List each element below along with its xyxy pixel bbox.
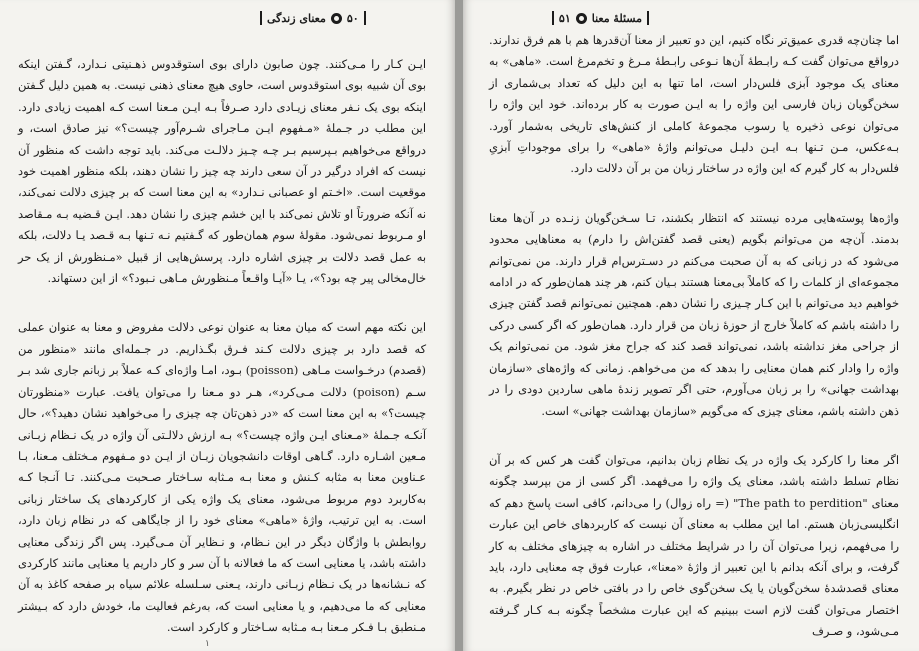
paragraph: اگر معنا را کارکرد یک واژه در یک نظام زبان بدانیم، می‌توان گفت هر کس که بر آن نظام تسلط داشته باشد، معنای یک واژه را می‌فهمد. اگر کسی از من بپرسد چگونه معنای "The path to perdition" (= راه زوال) را می‌دانم، کافی است پاسخ دهم که انگلیسی‌زبان هستم. اما این مطلب به معنای آن نیست که کاربردهای خاص این عبارت را می‌فهمم، زیرا می‌توان آن را در شرایط مختلف در اشاره به چیزهای مختلف به کار گرفت، و برای آنکه بدانم با این تعبیر از واژهٔ «معنا»، عبارت فوق چه معنایی دارد، باید معنای قصدشدهٔ سخن‌گویان یا یک سخن‌گوی خاص را در بافتی خاص در نظر بگیرم. به اختصار می‌توان گفت لازم است ببینیم که این عبارت مشخصاً چگونه بـه کـار گـرفته مـی‌شود، و صـرف <box>489 452 900 639</box>
running-title: معنای زندگی <box>267 11 326 25</box>
head-rule <box>364 11 366 25</box>
head-rule <box>647 11 649 25</box>
paragraph: ایـن کـار را مـی‌کنند. چون صابون دارای بوی استوقدوس ذهـنیتی نـدارد، گـفتن اینکه بوی آن شبیه بوی استوقدوس است، حاوی هیچ معنای ذهنی نیست. به همین دلیل گـفتن اینکه بوی یک نـفر معنای زیـادی دارد صـرفاً بـه ایـن مـعنا است کـه اهمیت زیادی دارد. این مطلب در جـملهٔ «مـفهوم ایـن مـاجرای شـرم‌آور چیست؟» نیز صادق است، و درواقع می‌خواهیم بـپرسیم بـر چـه چـیز دلالـت می‌کند. باید توجه داشت که منظور آن نیست که افراد درگیر در آن سعی دارند چه چیز را نشان دهند، بلکه منظور اهمیت خود موقعیت است. «اخـتم او عصبانی نـدارد» به این معنا است که بر چیزی دلالت نمی‌کند، نه آنکه ضرورتاً او تلاش نمی‌کند با این خشم چیزی را نشان دهد. ایـن قـضیه بـه مـقاصد او مـربوط نمی‌شود. مقولهٔ سوم همان‌طور که گـفتیم نـه تـنها بـه قـصد یـا دلالت، بلکه به عمل قصد دلالت بر چیزی اشاره دارد. پرسش‌هایی از قبیل «مـنظورش از یک حر خال‌مخالی پیر چه بود؟»، یـا «آیـا واقـعاً مـنظورش مـاهی نـبود؟» از این دستهاند. <box>18 57 426 286</box>
head-rule <box>260 11 262 25</box>
page-number: ۵۰ <box>346 11 359 25</box>
paragraph: اما چنان‌چه قدری عمیق‌تر نگاه کنیم، این دو تعبیر از معنا آن‌قدرها هم با هم فرق ندارند. درواقع می‌توان گفت کـه رابـطهٔ آن‌ها نـوعی رابـطهٔ مـرغ و تخم‌مرغ است. «ماهی» به معنای یک موجود آبزی فلس‌دار است، اما تنها به این دلیل که تعداد بی‌شماری از سخن‌گویان زبان فارسی این واژه را به ایـن صورت به کار برده‌اند. خود این واژه را می‌توان نوعی ذخیره یا رسوب مجموعهٔ کاملی از کنش‌های تاریخی به‌شمار آورد. بـه‌عکس، مـن تـنها بـه ایـن دلیـل می‌توانم واژهٔ «ماهی» را برای موجوداتِ آبزیِ فلس‌دار به کار گیرم که این واژه در ساختار زبان من بر آن دلالت دارد. <box>489 33 899 176</box>
page-number: ۵۱ <box>558 11 571 25</box>
ornament-icon <box>576 13 587 24</box>
right-page <box>463 0 919 651</box>
running-title: مسئلهٔ معنا <box>591 11 642 25</box>
footer-mark: ۱ <box>205 639 210 649</box>
ornament-icon <box>331 13 342 24</box>
paragraph: واژه‌ها پوسته‌هایی مرده نیستند که انتظار بکشند، تـا سـخن‌گویان زنـده در آن‌ها معنا بدمند. آن‌چه من می‌توانم بگویم (یعنی قصد گفتن‌اش را دارم) به معناهایی محدود می‌شود که در زبانی که به آن صحبت می‌کنم در دسـترس‌ام قرار دارند. من نمی‌توانم مجموعه‌ای از کلمات را که کاملاً بی‌معنا هستند بـیان کنم، هر چند همان‌طور که در ادامه خواهیم دید می‌توانم با این کـار چـیزی را نشان دهم. همچنین نمی‌توانم قصد گفتن چیزی را داشته باشم که کاملاً خارج از حوزهٔ زبان من قرار دارد. همان‌طور که اگر کسی درکی از جراحی مغز نداشته باشد، نمی‌تواند قصد کند که جراح مغز شود. من نمی‌توانم یک واژه را وادار کنم همان معنایی را بدهد که من می‌خواهم. زمانی که واژه‌های «سازمان بهداشت جهانی» را بر زبان می‌آورم، حتی اگر تصویر زندهٔ ماهی ساردین دودی را در ذهن داشته باشم، معنای چیزی که می‌گویم «سازمان بهداشت جهانی» است. <box>489 210 900 418</box>
left-body-text <box>18 54 426 651</box>
paragraph: این نکته مهم است که میان معنا به عنوان نوعی دلالت مفروض و معنا به عنوان عملی که قصد دارد بر چیزی دلالت کـند فـرق بگـذاریم. در جـمله‌ای مانند «منظور من (قصدم) درخـواست مـاهی (poisson) بـود، امـا واژه‌ای کـه عملاً بر زبانم جاری شد بـر سـم (poison) دلالت مـی‌کرد»، هـر دو مـعنا را می‌توان یافت. عبارت «منظورتان چیست؟» به این معنا است که «در ذهن‌تان چه چیزی را می‌خواهید نشان دهید؟»، حال آنکـه جـملهٔ «مـعنای ایـن واژه چیست؟» بـه ارزش دلالـتی آن واژه در یک نـظام زبـانی مـعین اشـاره دارد. گـاهی اوقات دانشجویان زبـان از ایـن دو مـفهوم مـختلف مـعنا، بـا عـناوین معنا به مثابه کـنش و معنا بـه مـثابه سـاختار صـحبت مـی‌کنند. تـا آنـجا کـه به‌کاربرد دوم مربوط می‌شود، معنای یک واژه یکی از کارکردهای یک ساختار زبانی است. به این ترتیب، واژهٔ «ماهی» معنای خود را از جایگاهی که در نظام زبان دارد، روابطش با واژگان دیگر در این نـظام، و نـظایر آن مـی‌گیرد. پس اگر زندگی معنایی داشته باشد، یا معنایی است که ما فعالانه با آن سر و کار داریم یا معنایی مانند کارکردی که نـشانه‌ها در یک نـظام زبـانی دارند، یـعنی سـلسله علائم سیاه بر صفحه کاغذ به آن معنایی که ما می‌دهیم، و یا معنایی است که، به‌رغم فعالیت ما، خودش دارد که بـیشتر مـنطبق بـا فـکر مـعنا بـه مـثابه سـاختار و کارکرد است. <box>18 320 426 635</box>
right-running-head <box>552 8 649 28</box>
left-running-head <box>260 8 366 28</box>
head-rule <box>552 11 554 25</box>
right-body-text <box>489 30 899 651</box>
book-gutter <box>455 0 463 651</box>
left-page <box>0 0 455 651</box>
